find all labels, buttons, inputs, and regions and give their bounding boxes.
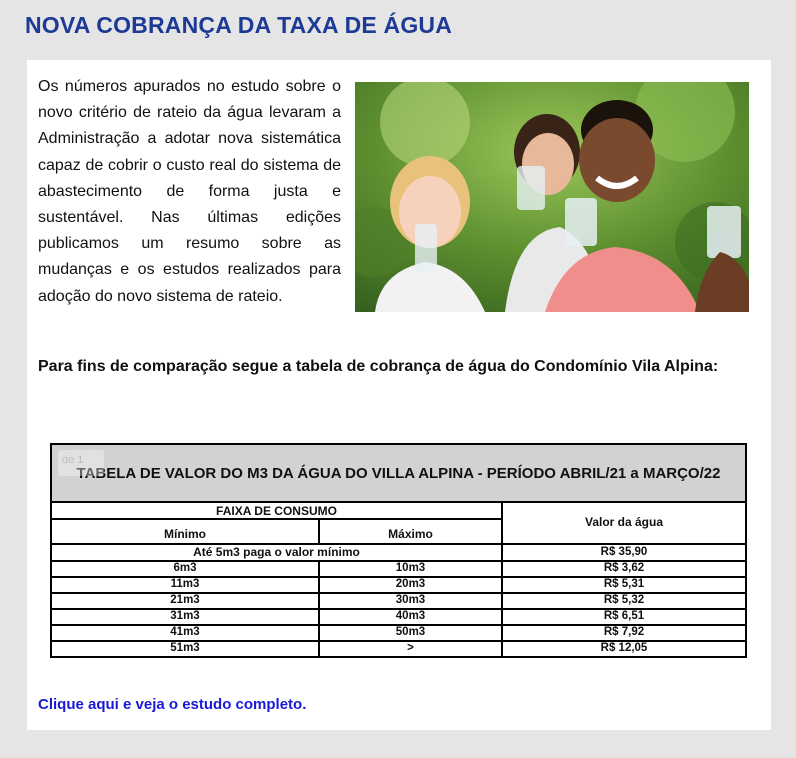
page-title: NOVA COBRANÇA DA TAXA DE ÁGUA xyxy=(25,12,453,38)
grid-line xyxy=(52,518,503,520)
row-4-value: R$ 6,51 xyxy=(603,610,645,622)
row-1-min: 6m3 xyxy=(173,562,197,574)
header-minimo: Mínimo xyxy=(164,527,206,541)
min-row-value: R$ 35,90 xyxy=(600,546,648,558)
intro-paragraph: Os números apurados no estudo sobre o novo critério de rateio da água levaram a Administração a adotar nova sistemática capaz de cobrir o custo real do sistema de abastecimento de forma justa e sustentável. Nas últimas edições publicamos um resumo sobre as mudanças e os estudos realizados para adoção do novo sistema de rateio. xyxy=(38,78,341,305)
row-6-min: 51m3 xyxy=(170,642,200,654)
row-3-value: R$ 5,32 xyxy=(603,594,645,606)
row-5-min: 41m3 xyxy=(170,626,200,638)
row-2-max: 20m3 xyxy=(395,578,426,590)
row-4-max: 40m3 xyxy=(395,610,426,622)
comparison-text: Para fins de comparação segue a tabela de cobrança de água do Condomínio Vila Alpina: xyxy=(38,358,719,375)
header-valor: Valor da água xyxy=(584,515,664,529)
article-card xyxy=(27,60,771,730)
min-row-label: Até 5m3 paga o valor mínimo xyxy=(193,545,360,559)
row-2-value: R$ 5,31 xyxy=(603,578,645,590)
row-3-max: 30m3 xyxy=(395,594,426,606)
full-study-link[interactable]: Clique aqui e veja o estudo completo. xyxy=(38,696,307,713)
header-faixa: FAIXA DE CONSUMO xyxy=(216,504,337,518)
row-6-value: R$ 12,05 xyxy=(600,642,648,654)
row-3-min: 21m3 xyxy=(170,594,200,606)
header-maximo: Máximo xyxy=(388,527,433,541)
row-4-min: 31m3 xyxy=(170,610,200,622)
table-title: TABELA DE VALOR DO M3 DA ÁGUA DO VILLA ALPINA - PERÍODO ABRIL/21 a MARÇO/22 xyxy=(76,465,721,482)
row-2-min: 11m3 xyxy=(170,578,200,590)
row-1-value: R$ 3,62 xyxy=(603,562,645,574)
table-header xyxy=(52,445,745,503)
row-1-max: 10m3 xyxy=(395,562,426,574)
row-5-max: 50m3 xyxy=(395,626,426,638)
children-drinking-water-photo xyxy=(355,82,749,312)
water-rate-table xyxy=(50,443,747,658)
row-6-max: > xyxy=(407,642,414,654)
page-indicator: de 1 xyxy=(58,450,104,476)
row-5-value: R$ 7,92 xyxy=(603,626,645,638)
